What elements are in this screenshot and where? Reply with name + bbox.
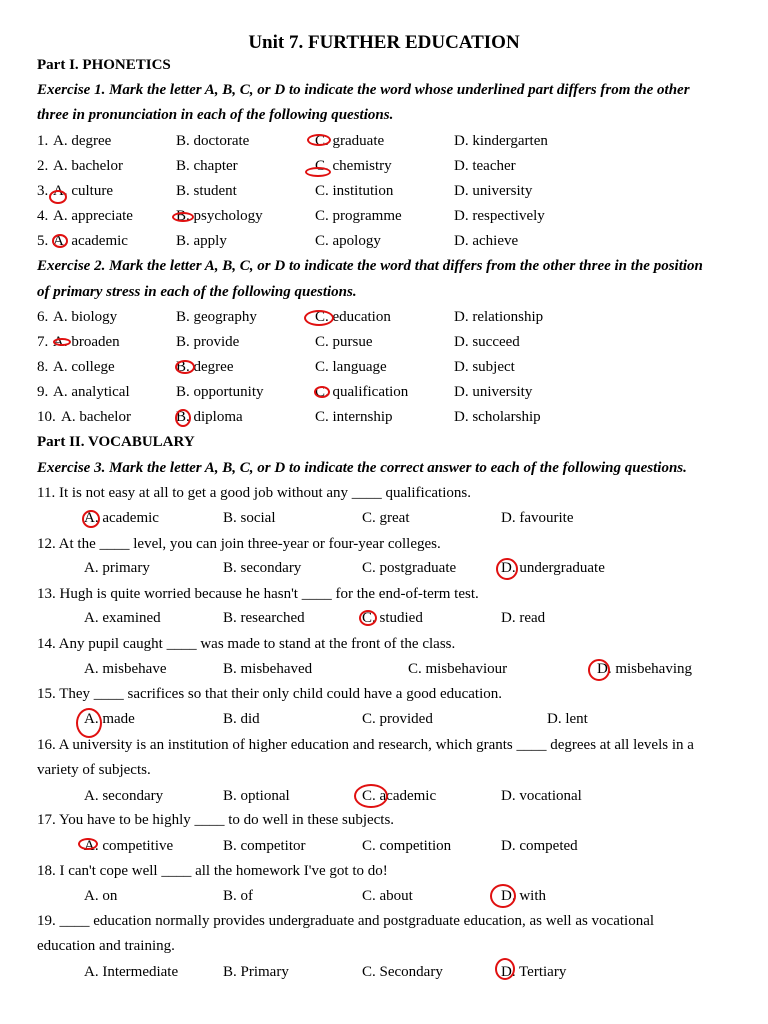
answer-option: D. scholarship	[454, 409, 541, 425]
answer-option: B. secondary	[223, 560, 302, 576]
answer-option: C. pursue	[315, 334, 373, 350]
answer-option: A. broaden	[53, 334, 120, 350]
answer-option: B. researched	[223, 610, 305, 626]
answer-option: D. succeed	[454, 334, 520, 350]
answer-option: D. kindergarten	[454, 133, 548, 149]
answer-circle-mark	[307, 134, 331, 146]
answer-option: B. psychology	[176, 208, 263, 224]
answer-option: A. bachelor	[53, 158, 123, 174]
answer-option: C. graduate	[315, 133, 385, 149]
question-number: 10.	[37, 409, 56, 425]
answer-option: B. diploma	[176, 409, 243, 425]
answer-option: D. relationship	[454, 309, 544, 325]
answer-option: D. Tertiary	[501, 964, 567, 980]
answer-circle-mark	[76, 708, 102, 738]
part2-heading: Part II. VOCABULARY	[37, 434, 195, 450]
question-number: 2.	[37, 158, 49, 174]
answer-option: A. appreciate	[53, 208, 133, 224]
answer-option: C. qualification	[315, 384, 409, 400]
question-text: 12. At the ____ level, you can join three-year or four-year colleges.	[37, 536, 441, 552]
question-number: 9.	[37, 384, 49, 400]
answer-option: A. misbehave	[84, 661, 167, 677]
question-text-continued: variety of subjects.	[37, 762, 151, 778]
answer-option: D. read	[501, 610, 546, 626]
answer-option: D. undergraduate	[501, 560, 605, 576]
answer-option: C. institution	[315, 183, 394, 199]
answer-option: C. education	[315, 309, 391, 325]
question-text: 16. A university is an institution of higher education and research, which grants ____ degrees at all levels in a	[37, 737, 694, 753]
answer-circle-mark	[305, 167, 331, 177]
answer-circle-mark	[304, 310, 334, 326]
page-title: Unit 7. FURTHER EDUCATION	[248, 32, 520, 53]
answer-option: D. with	[501, 888, 546, 904]
answer-option: A. college	[53, 359, 115, 375]
answer-option: B. geography	[176, 309, 257, 325]
answer-option: A. secondary	[84, 788, 164, 804]
question-text-continued: education and training.	[37, 938, 175, 954]
question-text: 11. It is not easy at all to get a good job without any ____ qualifications.	[37, 485, 471, 501]
answer-option: D. vocational	[501, 788, 582, 804]
answer-option: D. achieve	[454, 233, 519, 249]
question-number: 6.	[37, 309, 49, 325]
answer-option: B. social	[223, 510, 276, 526]
exercise1-instruction-line1: Exercise 1. Mark the letter A, B, C, or D to indicate the word whose underlined part differs from the other	[37, 82, 690, 98]
answer-option: A. biology	[53, 309, 118, 325]
answer-circle-mark	[172, 212, 194, 222]
answer-option: A. academic	[53, 233, 128, 249]
answer-circle-mark	[78, 838, 98, 850]
answer-circle-mark	[175, 409, 191, 427]
answer-option: A. made	[84, 711, 135, 727]
answer-option: A. analytical	[53, 384, 130, 400]
answer-option: A. culture	[53, 183, 113, 199]
answer-circle-mark	[495, 958, 515, 980]
question-text: 19. ____ education normally provides undergraduate and postgraduate education, as well as vocational	[37, 913, 655, 929]
answer-option: B. student	[176, 183, 237, 199]
answer-circle-mark	[588, 659, 610, 681]
answer-option: D. university	[454, 384, 533, 400]
exercise2-instruction-line2: of primary stress in each of the following questions.	[37, 284, 357, 300]
answer-option: B. degree	[176, 359, 234, 375]
answer-option: B. misbehaved	[223, 661, 313, 677]
answer-option: D. respectively	[454, 208, 545, 224]
answer-option: A. competitive	[84, 838, 174, 854]
answer-circle-mark	[314, 386, 330, 398]
answer-option: A. on	[84, 888, 118, 904]
answer-option: D. subject	[454, 359, 515, 375]
answer-option: A. examined	[84, 610, 161, 626]
answer-option: C. provided	[362, 711, 433, 727]
answer-option: C. Secondary	[362, 964, 443, 980]
answer-option: C. internship	[315, 409, 393, 425]
answer-option: D. competed	[501, 838, 578, 854]
answer-option: D. misbehaving	[597, 661, 692, 677]
question-text: 14. Any pupil caught ____ was made to stand at the front of the class.	[37, 636, 456, 652]
answer-option: D. teacher	[454, 158, 516, 174]
question-number: 4.	[37, 208, 49, 224]
part1-heading: Part I. PHONETICS	[37, 57, 171, 73]
answer-option: C. great	[362, 510, 410, 526]
exercise2-instruction-line1: Exercise 2. Mark the letter A, B, C, or D to indicate the word that differs from the other three in the position	[37, 258, 703, 274]
answer-option: C. competition	[362, 838, 452, 854]
answer-option: C. about	[362, 888, 413, 904]
question-text: 15. They ____ sacrifices so that their only child could have a good education.	[37, 686, 503, 702]
question-number: 8.	[37, 359, 49, 375]
answer-option: D. lent	[547, 711, 588, 727]
question-number: 5.	[37, 233, 49, 249]
question-number: 1.	[37, 133, 49, 149]
answer-option: C. chemistry	[315, 158, 392, 174]
answer-option: B. apply	[176, 233, 227, 249]
question-text: 13. Hugh is quite worried because he hasn't ____ for the end-of-term test.	[37, 586, 479, 602]
answer-circle-mark	[53, 338, 71, 346]
answer-option: A. degree	[53, 133, 112, 149]
exercise3-instruction: Exercise 3. Mark the letter A, B, C, or D to indicate the correct answer to each of the following questions.	[37, 460, 687, 476]
question-text: 17. You have to be highly ____ to do well in these subjects.	[37, 812, 395, 828]
answer-option: B. chapter	[176, 158, 238, 174]
answer-circle-mark	[496, 558, 518, 580]
answer-option: B. of	[223, 888, 253, 904]
answer-option: C. academic	[362, 788, 437, 804]
answer-option: B. competitor	[223, 838, 306, 854]
question-number: 7.	[37, 334, 49, 350]
answer-option: B. opportunity	[176, 384, 264, 400]
answer-option: B. optional	[223, 788, 290, 804]
question-number: 3.	[37, 183, 49, 199]
answer-option: C. programme	[315, 208, 402, 224]
answer-option: D. favourite	[501, 510, 574, 526]
answer-option: A. bachelor	[61, 409, 131, 425]
answer-circle-mark	[82, 510, 100, 528]
question-text: 18. I can't cope well ____ all the homework I've got to do!	[37, 863, 388, 879]
answer-circle-mark	[49, 190, 67, 204]
answer-option: C. apology	[315, 233, 381, 249]
answer-option: B. Primary	[223, 964, 289, 980]
answer-option: B. doctorate	[176, 133, 250, 149]
answer-option: B. provide	[176, 334, 240, 350]
answer-option: C. language	[315, 359, 387, 375]
answer-circle-mark	[52, 234, 68, 248]
answer-option: B. did	[223, 711, 260, 727]
answer-option: D. university	[454, 183, 533, 199]
exercise1-instruction-line2: three in pronunciation in each of the following questions.	[37, 107, 394, 123]
answer-circle-mark	[354, 784, 388, 808]
answer-circle-mark	[175, 360, 195, 374]
answer-circle-mark	[490, 884, 516, 908]
answer-option: A. academic	[84, 510, 159, 526]
answer-option: A. primary	[84, 560, 150, 576]
answer-option: C. studied	[362, 610, 423, 626]
answer-circle-mark	[359, 610, 377, 626]
answer-option: C. misbehaviour	[408, 661, 508, 677]
answer-option: A. Intermediate	[84, 964, 179, 980]
answer-option: C. postgraduate	[362, 560, 457, 576]
